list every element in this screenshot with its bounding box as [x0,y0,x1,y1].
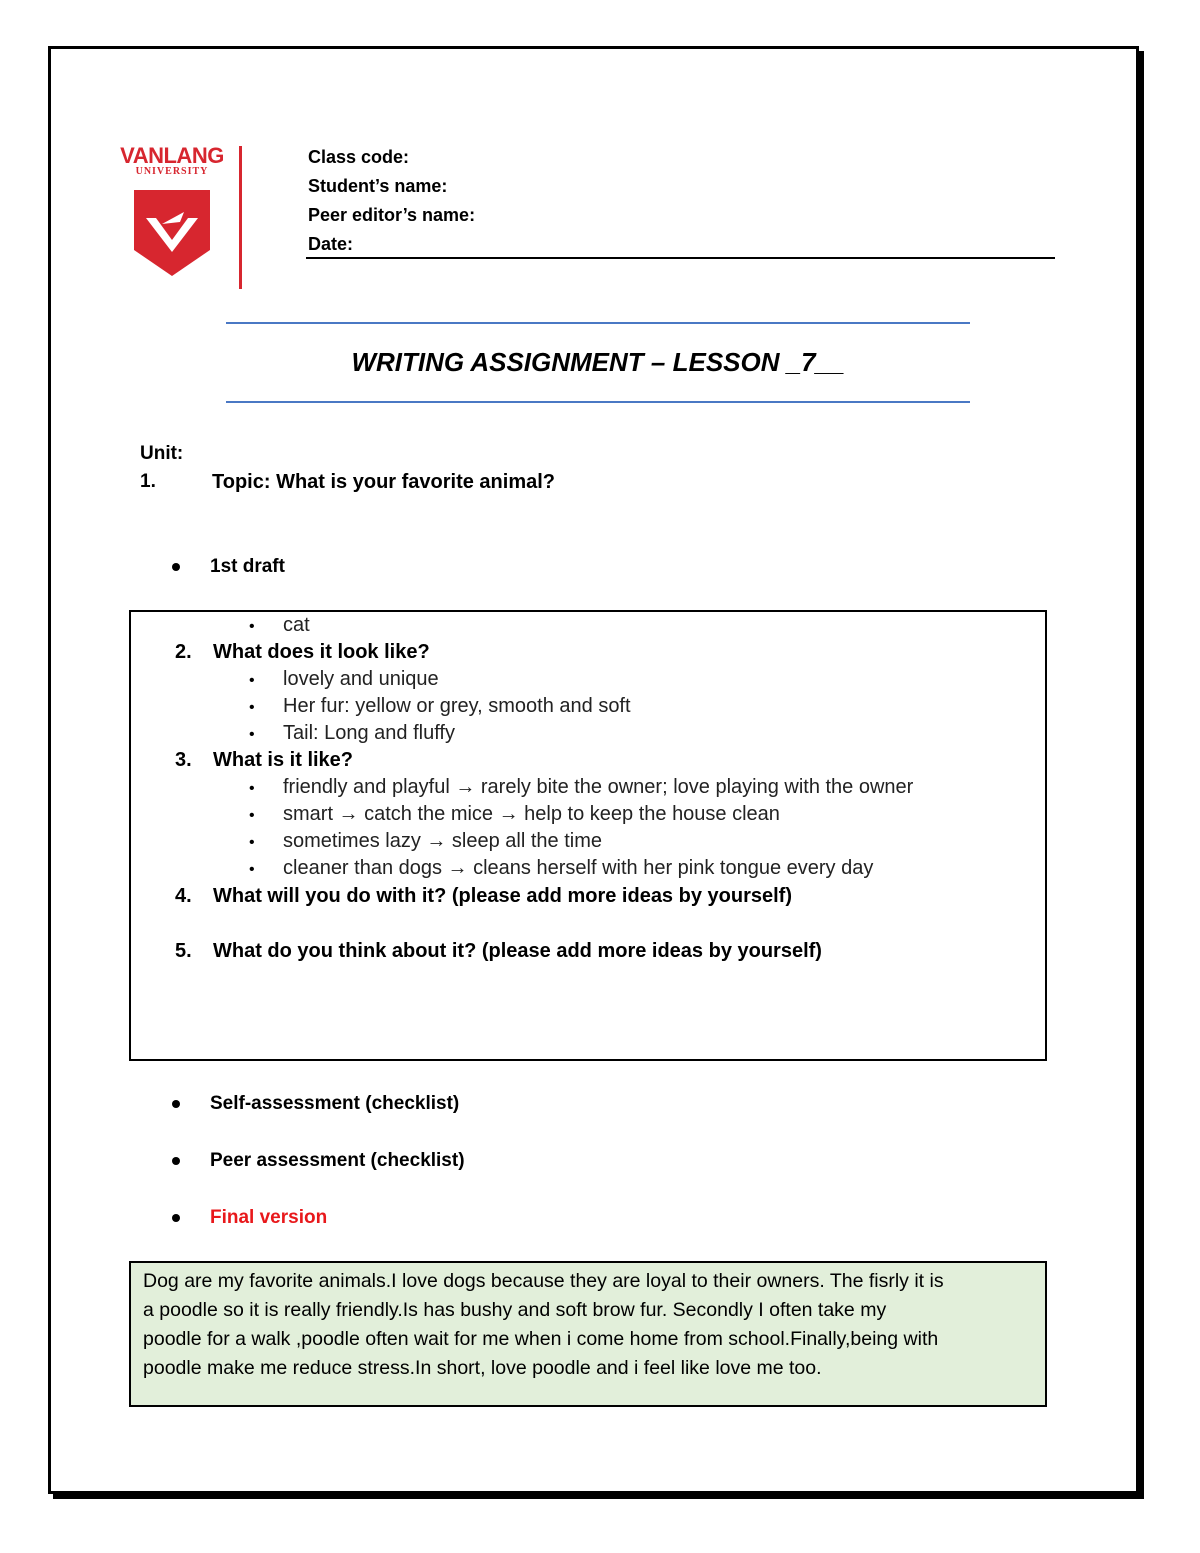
final-version-box [129,1261,1047,1407]
question-3: What is it like? [213,749,354,771]
header-underline [306,257,1055,259]
vanlang-logo [112,144,247,290]
peer-editor-label: Peer editor’s name: [308,205,476,225]
bullet-icon [172,1100,180,1108]
title-top-rule [226,322,970,324]
step-label: Peer assessment (checklist) [210,1150,465,1171]
bullet-icon: • [249,780,255,797]
step-self-assessment [172,1093,459,1115]
final-line: a poodle so it is really friendly.Is has bushy and soft brow fur. Secondly I often take my [143,1299,887,1321]
bullet-icon: • [249,726,255,743]
logo-divider [239,146,242,289]
final-line: poodle make me reduce stress.In short, love poodle and i feel like love me too. [143,1357,822,1379]
draft-item: smart → catch the mice → help to keep the house clean [283,803,780,825]
bullet-icon [172,1157,180,1165]
step-label: 1st draft [210,556,285,577]
logo-name: VANLANG [120,143,224,168]
bullet-icon: • [249,672,255,689]
date-label: Date: [308,234,354,254]
draft-item: friendly and playful → rarely bite the owner; love playing with the owner [283,776,914,798]
draft-item: sometimes lazy → sleep all the time [283,830,603,852]
step-final-version [172,1207,327,1229]
question-number: 4. [175,885,192,907]
title-bottom-rule [226,401,970,403]
step-label: Self-assessment (checklist) [210,1093,460,1114]
bullet-icon: • [249,807,255,824]
student-name-label: Student’s name: [308,176,448,196]
shield-icon [132,188,212,278]
logo-subtitle: UNIVERSITY [135,166,209,177]
page-title: WRITING ASSIGNMENT – LESSON _7__ [351,347,845,377]
bullet-icon: • [249,861,255,878]
draft-item: Her fur: yellow or grey, smooth and soft [283,695,631,717]
topic-text: Topic: What is your favorite animal? [212,471,556,493]
question-number: 5. [175,940,192,962]
draft-item: Tail: Long and fluffy [283,722,455,744]
question-number: 3. [175,749,192,771]
step-label: Final version [210,1207,328,1228]
question-2: What does it look like? [213,641,430,663]
question-number: 2. [175,641,192,663]
header-fields [308,145,475,261]
draft-answer: cat [283,614,310,636]
step-peer-assessment [172,1150,465,1172]
unit-label: Unit: [140,443,184,464]
final-line: Dog are my favorite animals.I love dogs because they are loyal to their owners. The fisrly it is [143,1270,944,1292]
question-5: What do you think about it? (please add more ideas by yourself) [213,940,822,962]
draft-box [129,610,1047,1061]
bullet-icon [172,563,180,571]
final-line: poodle for a walk ,poodle often wait for me when i come home from school.Finally,being with [143,1328,939,1350]
step-first-draft [172,556,285,578]
bullet-icon: • [249,699,255,716]
topic-number: 1. [140,471,156,492]
bullet-icon [172,1214,180,1222]
question-4: What will you do with it? (please add more ideas by yourself) [213,885,792,907]
bullet-icon: • [249,834,255,851]
class-code-label: Class code: [308,147,410,167]
bullet-icon: • [249,618,255,635]
draft-item: lovely and unique [283,668,439,690]
draft-item: cleaner than dogs → cleans herself with her pink tongue every day [283,857,874,879]
